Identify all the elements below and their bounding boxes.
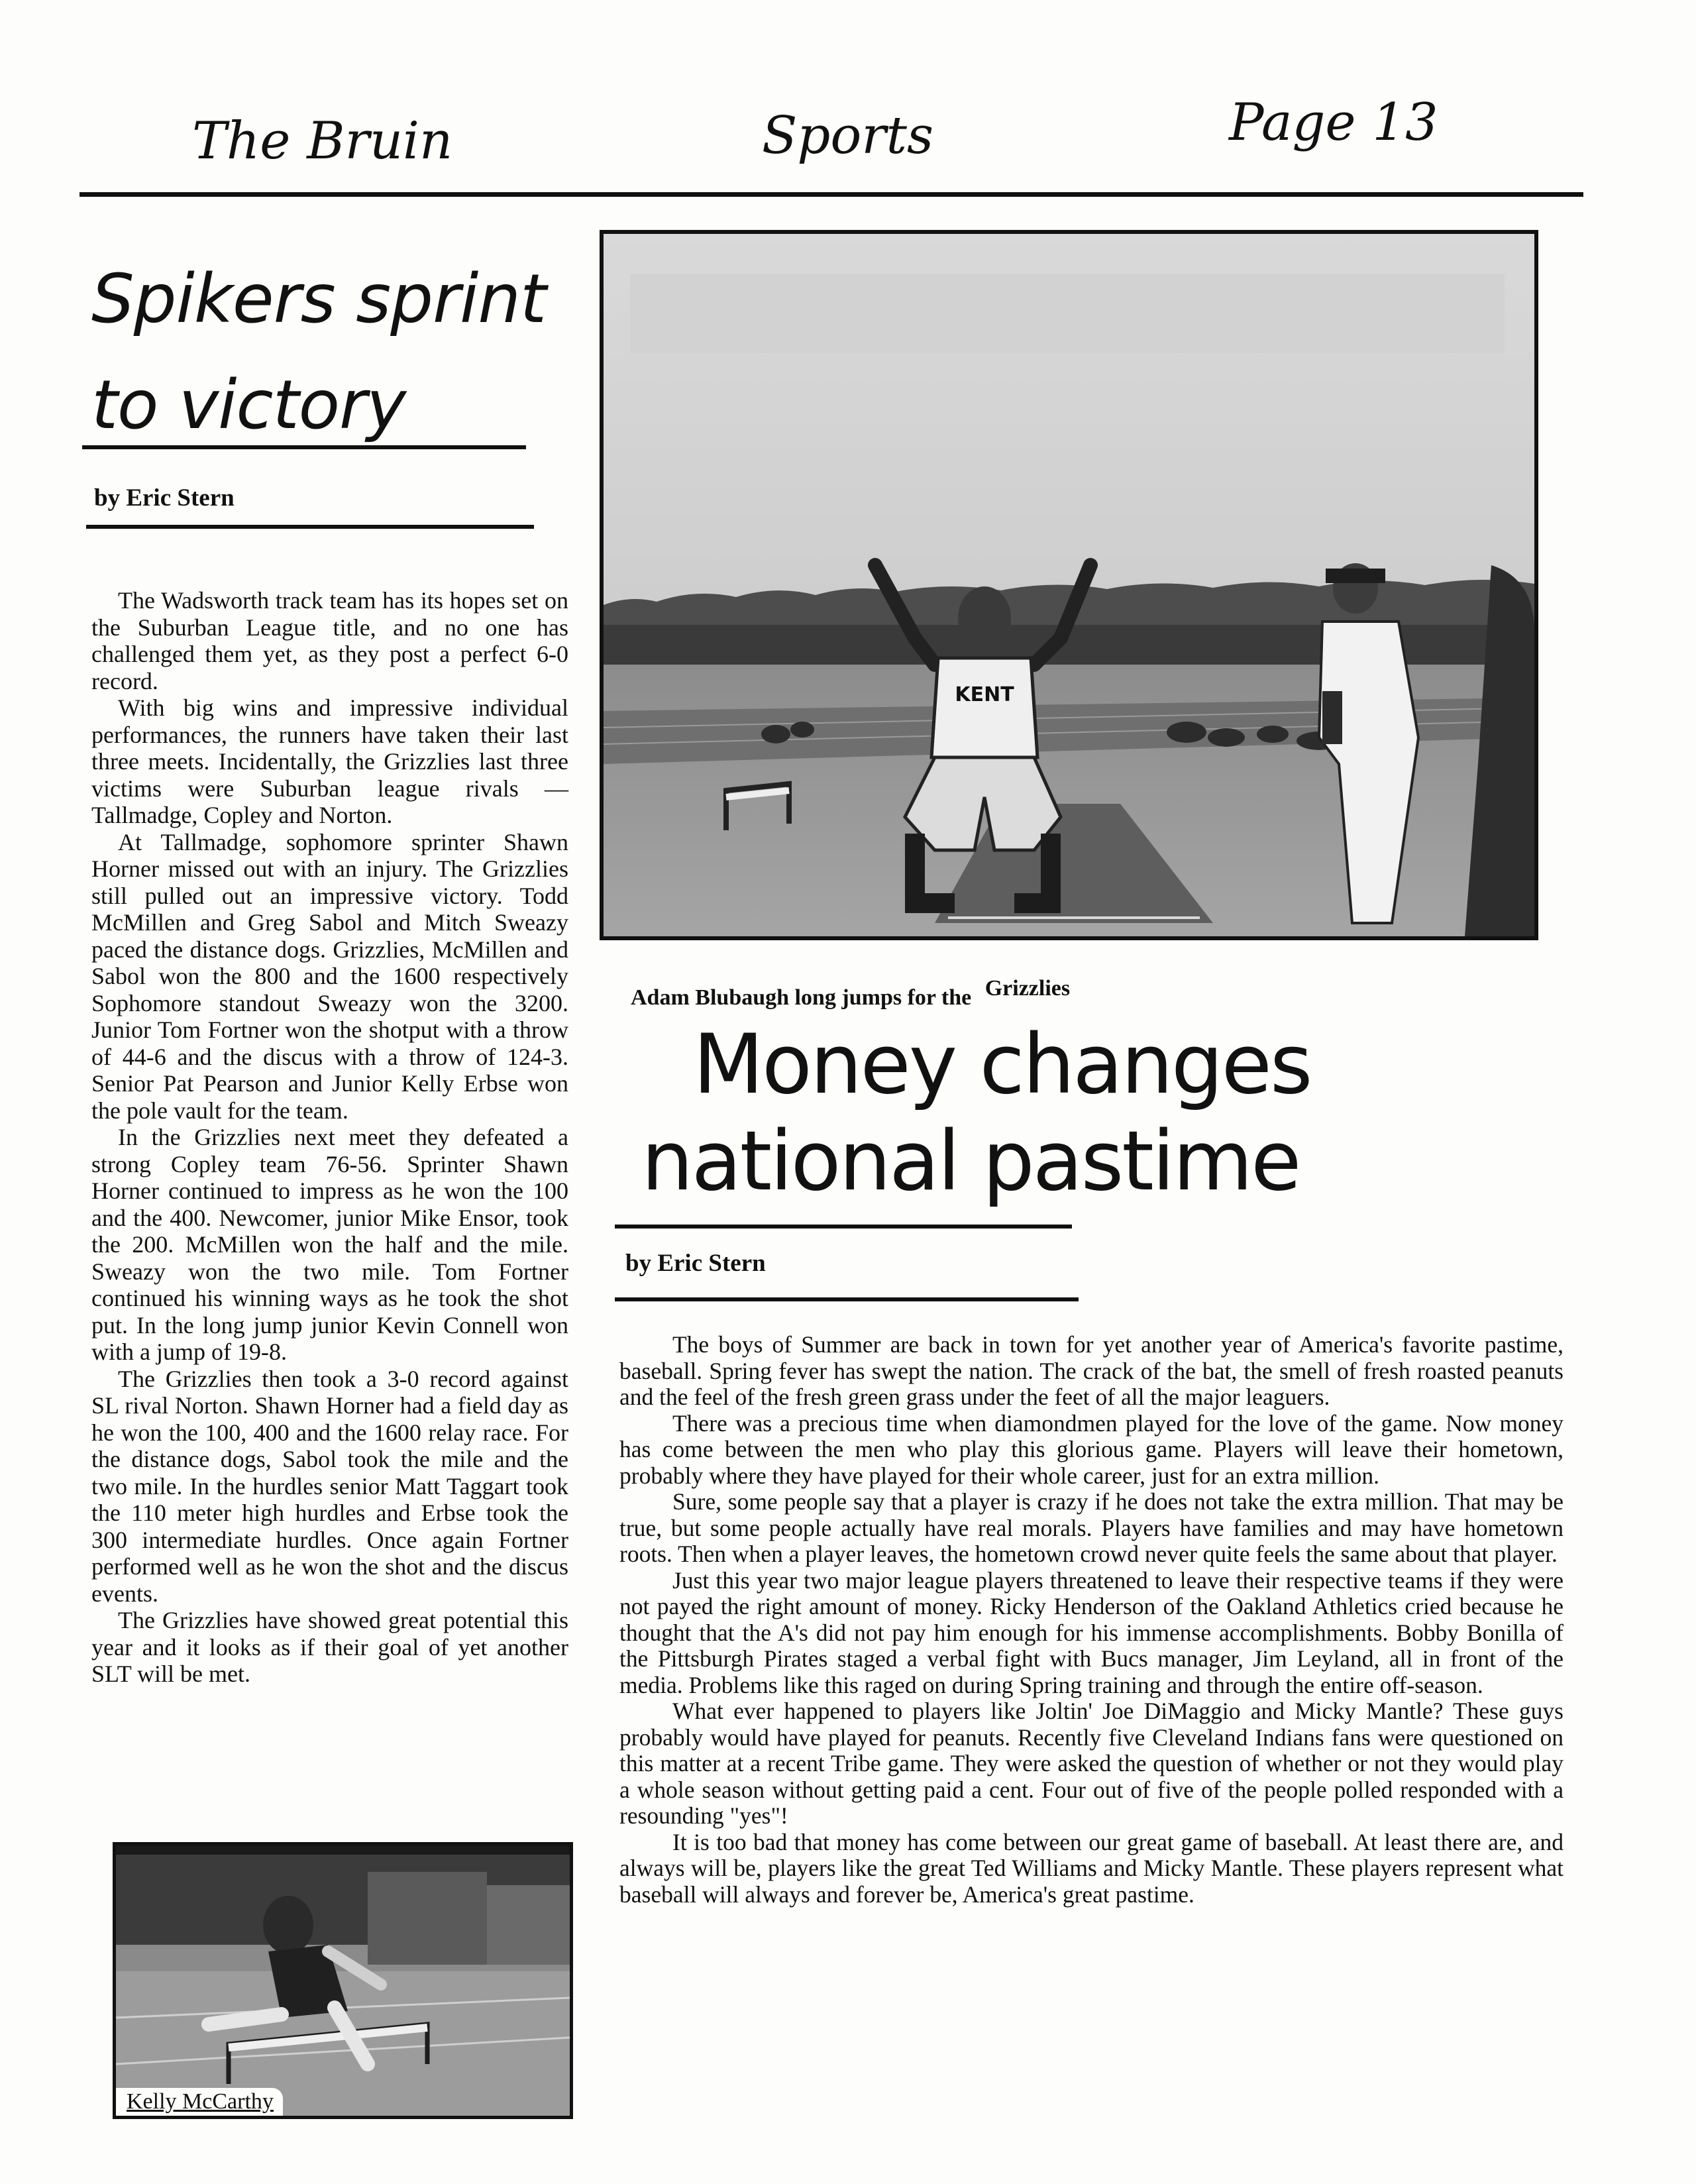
faded-banner [630,274,1505,353]
article1-paragraph: At Tallmadge, sophomore sprinter Shawn Horner missed out with an injury. The Grizzlies still pulled out an impressive victory. Todd McMillen and Greg Sabol and Mitch Sweazy paced the distance dogs. Grizzlies, McMillen and Sabol won the 800 and the 1600 respectively Sophomore standout Sweazy won the 3200. Junior Tom Fortner won the shotput with a throw of 44-6 and the discus with a throw of 124-3. Senior Pat Pearson and Junior Kelly Erbse won the pole vault for the team. [91,828,568,1124]
article1-headline-rule [82,445,526,449]
article1-paragraph: In the Grizzlies next meet they defeated a strong Copley team 76-56. Sprinter Shawn Horner continued to impress as he won the 100 and the 400. Newcomer, junior Mike Ensor, took the 200. McMillen won the half and the mile. Sweazy won the two mile. Tom Fortner continued his winning ways as he took the shot put. In the long jump junior Kevin Connell won with a jump of 19-8. [91,1124,568,1365]
article2-byline-rule [615,1297,1079,1301]
article1-paragraph: The Grizzlies then took a 3-0 record against SL rival Norton. Shawn Horner had a field day as he won the 100, 400 and the 1600 relay race. For the distance dogs, Sabol took the mile and the two mile. In the hurdles senior Matt Taggart took the 110 meter high hurdles and Erbse took the 300 intermediate hurdles. Once again Fortner performed well as he won the shot and the discus events. [91,1365,568,1607]
article2-paragraph: Just this year two major league players threatened to leave their respective teams if they were not payed the right amount of money. Ricky Henderson of the Oakland Athletics cried because he thought that the A's did not pay him enough for his immense accomplishments. Bobby Bonilla of the Pittsburgh Pirates staged a verbal fight with Bucs manager, Jim Leyland, all in front of the media. Problems like this raged on during Spring training and through the entire off-season. [619,1566,1564,1698]
hurdles-photo [113,1842,573,2119]
paper-name: The Bruin [192,111,453,171]
article2-headline-rule [615,1225,1072,1228]
article2-headline-line1: Money changes [693,1017,1311,1113]
caption-main: Adam Blubaugh long jumps for the [631,985,972,1010]
jumper-jersey-text: KENT [955,683,1014,706]
article1-headline [91,246,546,459]
hurdles-photo-image [116,1845,570,2116]
article1-byline-rule [86,525,534,529]
caption-end: Grizzlies [984,976,1071,1001]
long-jump-photo-image [604,234,1534,936]
article2-byline: by Eric Stern [625,1250,766,1277]
article2-paragraph: It is too bad that money has come between our great game of baseball. At least there are, and always will be, players like the great Ted Williams and Micky Mantle. These players represent what baseball will always and forever be, America's great pastime. [619,1828,1564,1908]
masthead-rule [80,192,1583,197]
photo-credit: Kelly McCarthy [116,2088,283,2116]
long-jump-photo [600,230,1538,940]
article2-paragraph: What ever happened to players like Joltin' Joe DiMaggio and Micky Mantle? These guys probably would have played for peanuts. Recently five Cleveland Indians fans were questioned on this matter at a recent Tribe game. They were asked the question of whether or not they would play a whole season without getting paid a cent. Four out of five of the people polled responded with a resounding "yes"! [619,1698,1564,1829]
page-number: Page 13 [1229,93,1438,152]
article2-headline-line2: national pastime [641,1114,1300,1209]
long-jump-caption [631,976,1071,1010]
article2-body [619,1332,1564,1908]
article1-headline-line2: to victory [91,366,406,445]
article1-paragraph: The Wadsworth track team has its hopes set on the Suburban League title, and no one has challenged them yet, as they post a perfect 6-0 record. [91,587,568,694]
article2-paragraph: Sure, some people say that a player is crazy if he does not take the extra million. That may be true, but some people actually have real morals. Players have families and may have hometown roots. Then when a player leaves, the hometown crowd never quite feels the same about that player. [619,1488,1564,1567]
article2-paragraph: The boys of Summer are back in town for yet another year of America's favorite pastime, baseball. Spring fever has swept the nation. The crack of the bat, the smell of fresh roasted peanuts and the feel of the fresh green grass under the feet of all the major leaguers. [619,1331,1564,1410]
article1-body [91,587,568,1688]
section-label: Sports [762,106,933,166]
article2-headline [641,1016,1310,1210]
building [368,1872,487,1965]
article1-headline-line1: Spikers sprint [91,260,546,339]
article1-paragraph: With big wins and impressive individual performances, the runners have taken their last three meets. Incidentally, the Grizzlies last three victims were Suburban league rivals — Tallmadge, Copley and Norton. [91,694,568,828]
article1-byline: by Eric Stern [94,484,235,512]
article1-paragraph: The Grizzlies have showed great potential this year and it looks as if their goal of yet another SLT will be met. [91,1607,568,1687]
article2-paragraph: There was a precious time when diamondmen played for the love of the game. Now money has come between the men who play this glorious game. Players will leave their hometown, probably where they have played for their whole career, just for an extra million. [619,1409,1564,1489]
